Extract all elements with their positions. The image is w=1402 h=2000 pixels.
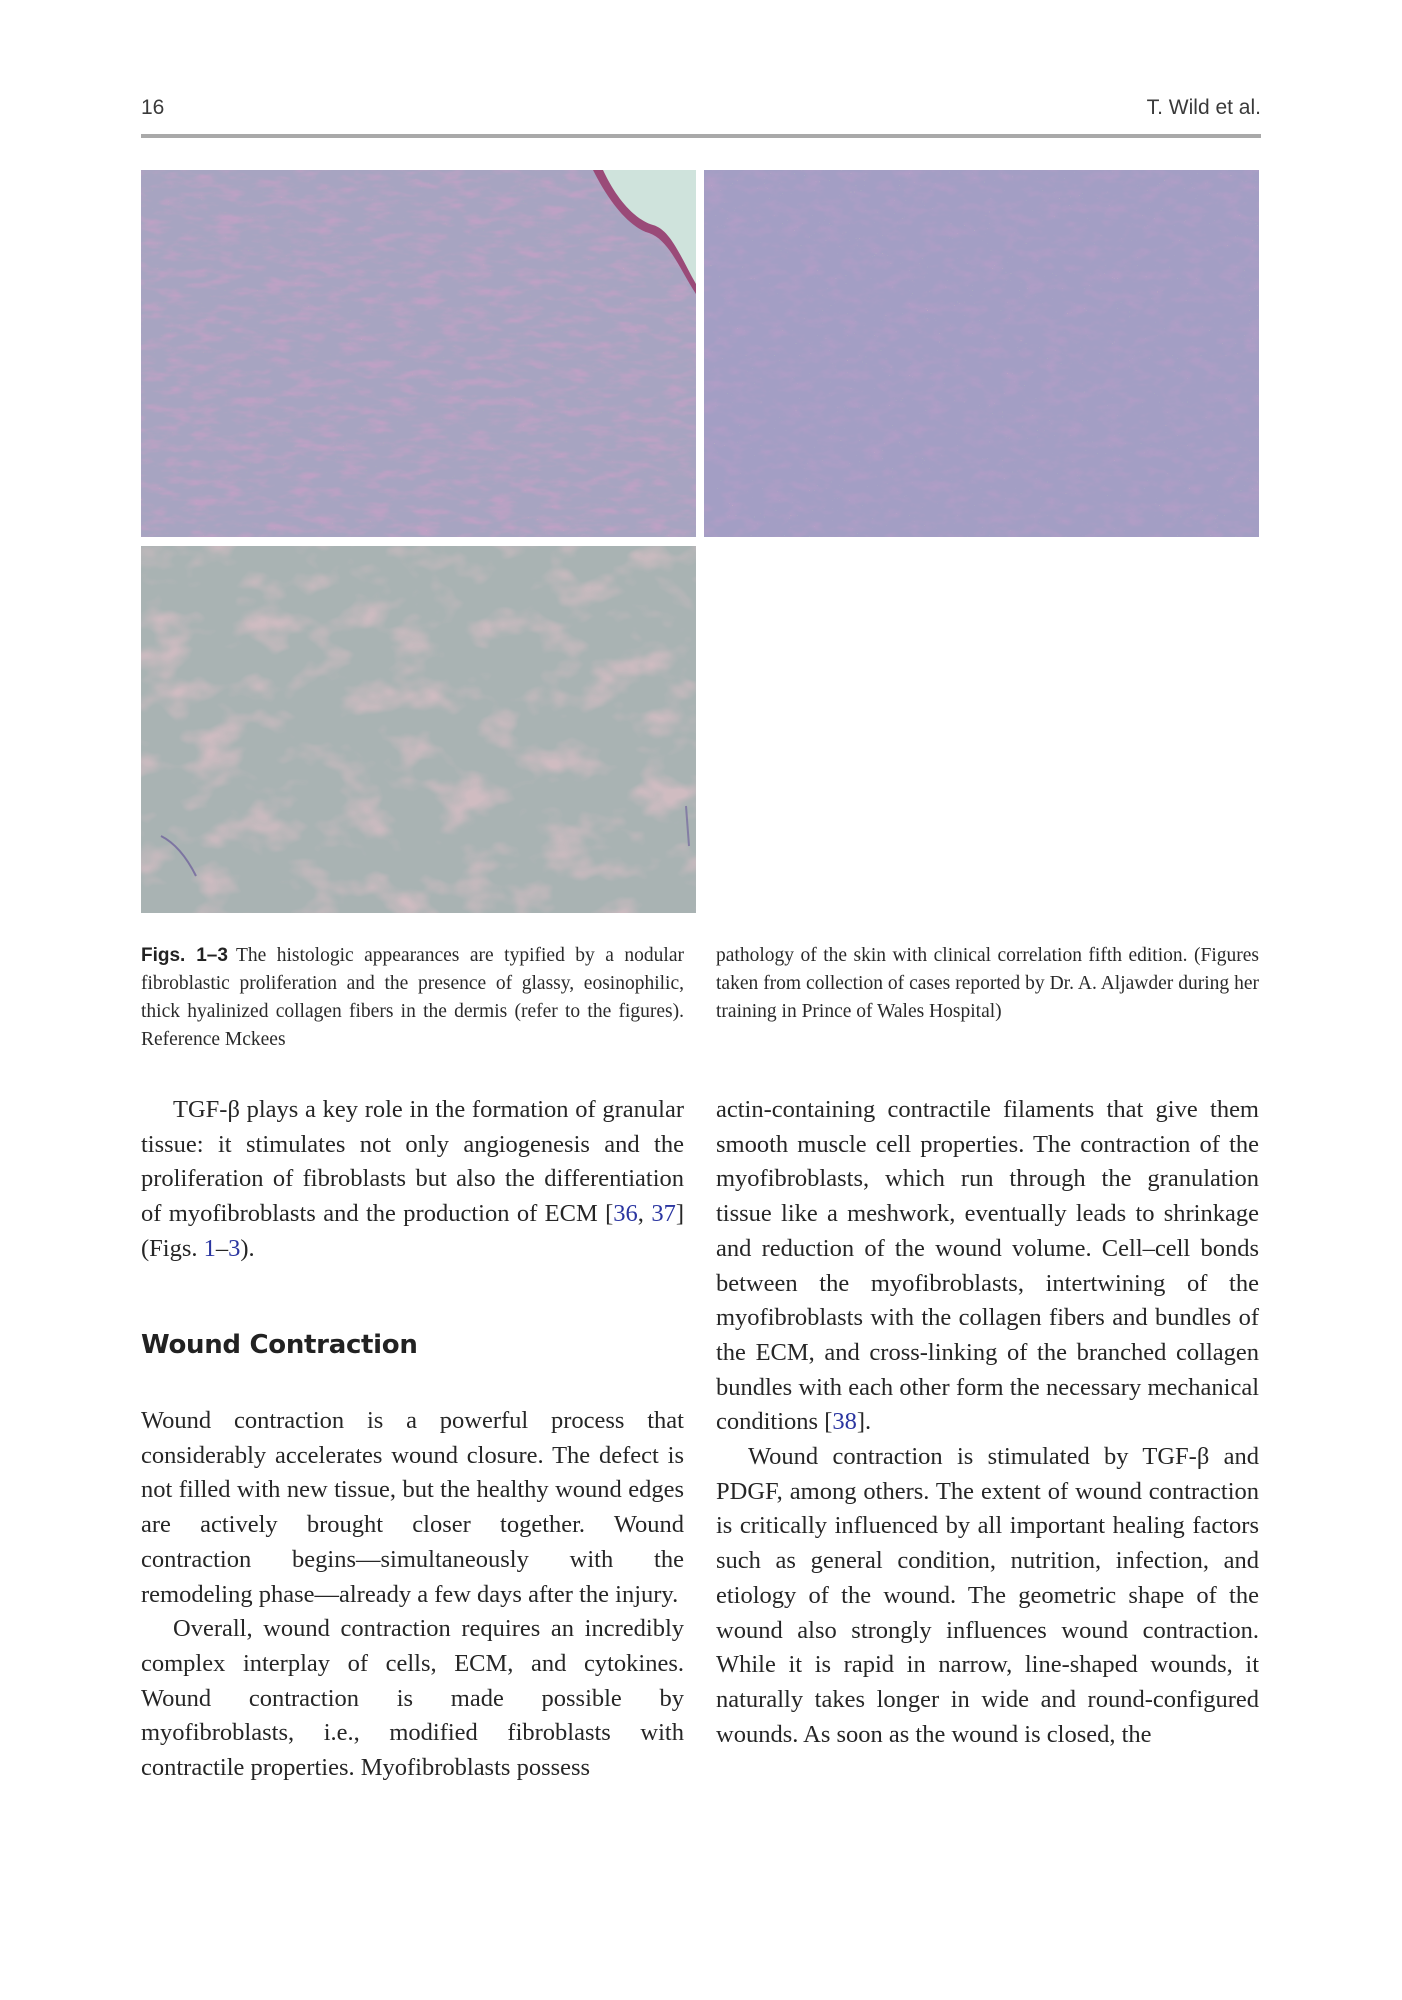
figure-1-micrograph [141,170,696,537]
figure-link[interactable]: 1 [203,1234,216,1262]
section-heading: Wound Contraction [141,1330,418,1360]
body-right [716,1093,1259,1752]
running-head-authors: T. Wild et al. [1146,96,1261,119]
text-run: , [637,1200,652,1228]
paragraph-tgf-beta [141,1093,684,1267]
figure-3-micrograph [141,546,696,913]
figure-link[interactable]: 3 [228,1234,241,1262]
header-rule [141,134,1261,138]
paragraph-myofibroblasts [716,1093,1259,1440]
caption-text-right: pathology of the skin with clinical correlation fifth edition. (Figures taken from collection of cases reported by Dr. A. Aljawder during her training in Prince of Wales Hospital) [716,945,1259,1022]
body-left-bottom [141,1404,684,1786]
citation-link[interactable]: 38 [832,1408,857,1436]
paragraph-stimulation: Wound contraction is stimulated by TGF-β and PDGF, among others. The extent of wound contraction is critically influenced by all important healing factors such as general condition, nutrition, infection, and etiology of the wound. The geometric shape of the wound also strongly influences wound contraction. While it is rapid in narrow, line-shaped wounds, it naturally takes longer in wide and round-configured wounds. As soon as the wound is closed, the [716,1443,1259,1748]
text-run: TGF-β plays a key role in the formation of granular tissue: it stimulates not only angiogenesis and the proliferation of fibroblasts but also the differentiation of myofibroblasts and the production of ECM [ [141,1096,684,1228]
caption-text-left: The histologic appearances are typified by a nodular fibroblastic proliferation and the presence of glassy, eosinophilic, thick hyalinized collagen fibers in the dermis (refer to the figures). Reference Mckees [141,945,684,1050]
running-head [141,96,1261,126]
citation-link[interactable]: 36 [613,1200,638,1228]
text-run: ] (Figs. [141,1200,684,1262]
figure-caption-right [716,942,1259,1026]
figure-caption-left [141,942,684,1054]
paragraph-wound-contraction-overall: Overall, wound contraction requires an incredibly complex interplay of cells, ECM, and cytokines. Wound contraction is made possible by myofibroblasts, i.e., modified fibroblasts with contractile properties. Myofibroblasts possess [141,1615,684,1782]
citation-link[interactable]: 37 [651,1200,676,1228]
text-run: ]. [856,1408,872,1436]
figure-2-micrograph [704,170,1259,537]
paragraph-wound-contraction-intro: Wound contraction is a powerful process that considerably accelerates wound closure. The defect is not filled with new tissue, but the healthy wound edges are actively brought closer together. Wound contraction begins—simultaneously with the remodeling phase—already a few days after the injury. [141,1407,684,1608]
text-run: – [215,1234,229,1262]
text-run: actin-containing contractile filaments that give them smooth muscle cell properties. The contraction of the myofibroblasts, which run through the granulation tissue like a meshwork, eventually leads to shrinkage and reduction of the wound volume. Cell–cell bonds between the myofibroblasts, intertwining of the myofibroblasts with the collagen fibers and bundles of the ECM, and cross-linking of the branched collagen bundles with each other form the necessary mechanical conditions [ [716,1096,1259,1436]
page-number: 16 [141,96,165,119]
figure-label: Figs. 1–3 [141,945,228,966]
body-left-top [141,1093,684,1267]
text-run: ). [240,1234,255,1262]
